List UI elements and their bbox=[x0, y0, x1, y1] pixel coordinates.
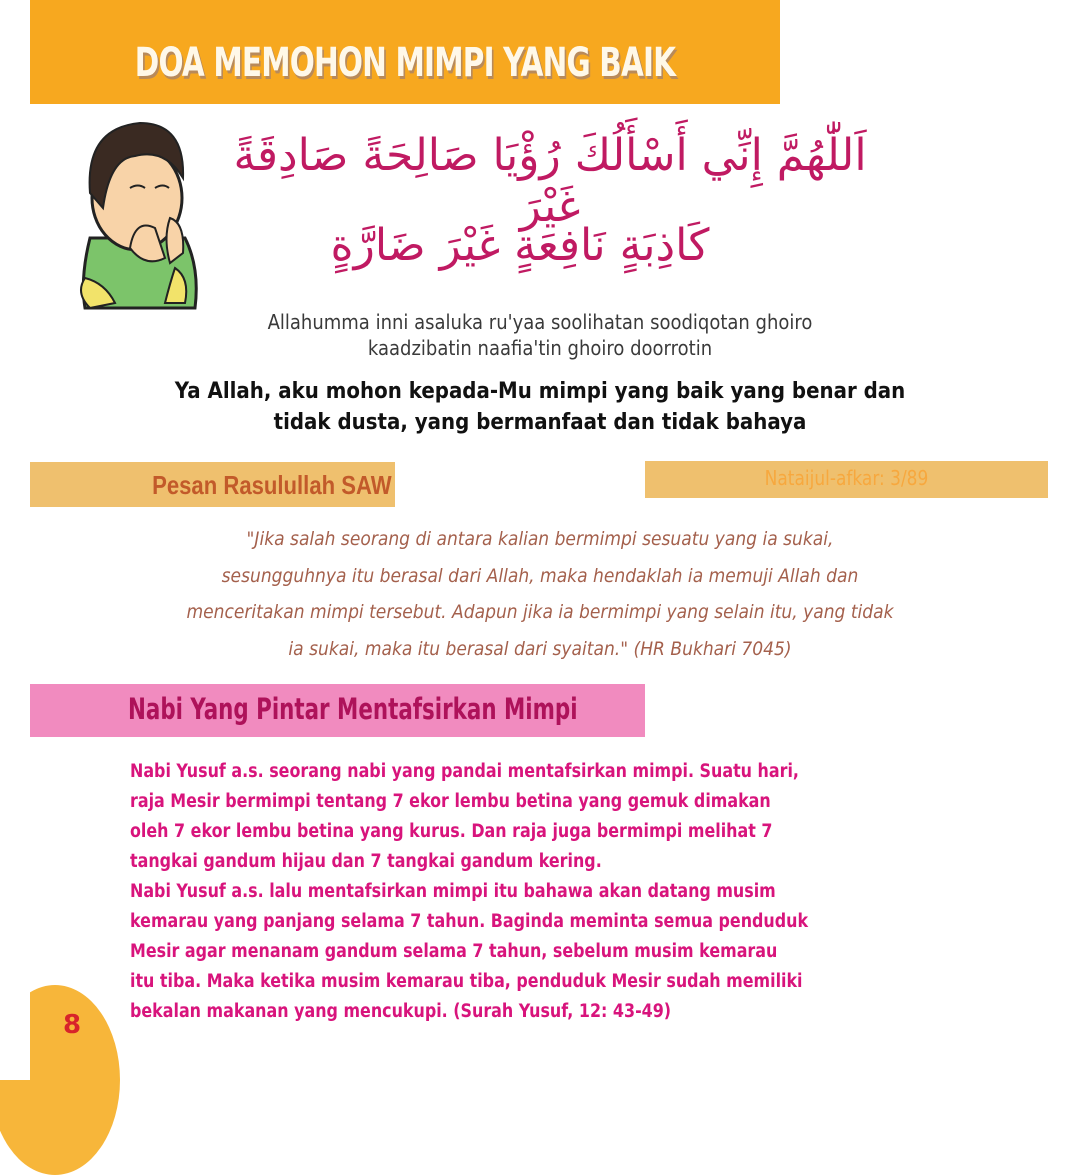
hadith-quote-line: sesungguhnya itu berasal dari Allah, maka hendaklah ia memuji Allah dan bbox=[221, 565, 859, 587]
doa-translation-line: Ya Allah, aku mohon kepada-Mu mimpi yang baik yang benar dan bbox=[174, 379, 906, 404]
story-line: oleh 7 ekor lembu betina yang kurus. Dan raja juga bermimpi melihat 7 bbox=[130, 821, 773, 842]
page-margin bbox=[0, 0, 30, 1080]
doa-reference: Nataijul-afkar: 3/89 bbox=[764, 466, 929, 490]
doa-arabic-line: اَللّٰهُمَّ إِنِّي أَسْأَلُكَ رُؤْيَا صَالِحَةً صَادِقَةً غَيْرَ bbox=[233, 130, 867, 232]
doa-transliteration-line: kaadzibatin naafia'tin ghoiro doorrotin bbox=[367, 336, 713, 360]
story-heading: Nabi Yang Pintar Mentafsirkan Mimpi bbox=[128, 692, 578, 726]
story-line: tangkai gandum hijau dan 7 tangkai gandum kering. bbox=[130, 851, 602, 872]
praying-boy-illustration bbox=[75, 118, 200, 313]
story-line: Nabi Yusuf a.s. lalu mentafsirkan mimpi itu bahawa akan datang musim bbox=[130, 881, 776, 902]
story-line: Nabi Yusuf a.s. seorang nabi yang pandai mentafsirkan mimpi. Suatu hari, bbox=[130, 761, 799, 782]
page-number: 8 bbox=[63, 1010, 82, 1040]
story-line: itu tiba. Maka ketika musim kemarau tiba, penduduk Mesir sudah memiliki bbox=[130, 971, 803, 992]
doa-translation-line: tidak dusta, yang bermanfaat dan tidak bahaya bbox=[273, 410, 807, 435]
page-title: DOA MEMOHON MIMPI YANG BAIK bbox=[134, 40, 676, 86]
story-line: bekalan makanan yang mencukupi. (Surah Yusuf, 12: 43-49) bbox=[130, 1001, 672, 1022]
hadith-quote-line: "Jika salah seorang di antara kalian bermimpi sesuatu yang ia sukai, bbox=[246, 528, 834, 550]
story-body bbox=[130, 757, 870, 1027]
doa-transliteration-line: Allahumma inni asaluka ru'yaa soolihatan soodiqotan ghoiro bbox=[267, 310, 813, 334]
story-line: raja Mesir bermimpi tentang 7 ekor lembu betina yang gemuk dimakan bbox=[130, 791, 771, 812]
hadith-quote-line: menceritakan mimpi tersebut. Adapun jika ia bermimpi yang selain itu, yang tidak bbox=[186, 601, 894, 623]
pesan-heading: Pesan Rasulullah SAW bbox=[152, 470, 392, 500]
doa-arabic-line: كَاذِبَةٍ نَافِعَةٍ غَيْرَ ضَارَّةٍ bbox=[330, 220, 710, 271]
story-line: kemarau yang panjang selama 7 tahun. Baginda meminta semua penduduk bbox=[130, 911, 809, 932]
hadith-quote-line: ia sukai, maka itu berasal dari syaitan." (HR Bukhari 7045) bbox=[288, 638, 792, 660]
story-line: Mesir agar menanam gandum selama 7 tahun, sebelum musim kemarau bbox=[130, 941, 778, 962]
